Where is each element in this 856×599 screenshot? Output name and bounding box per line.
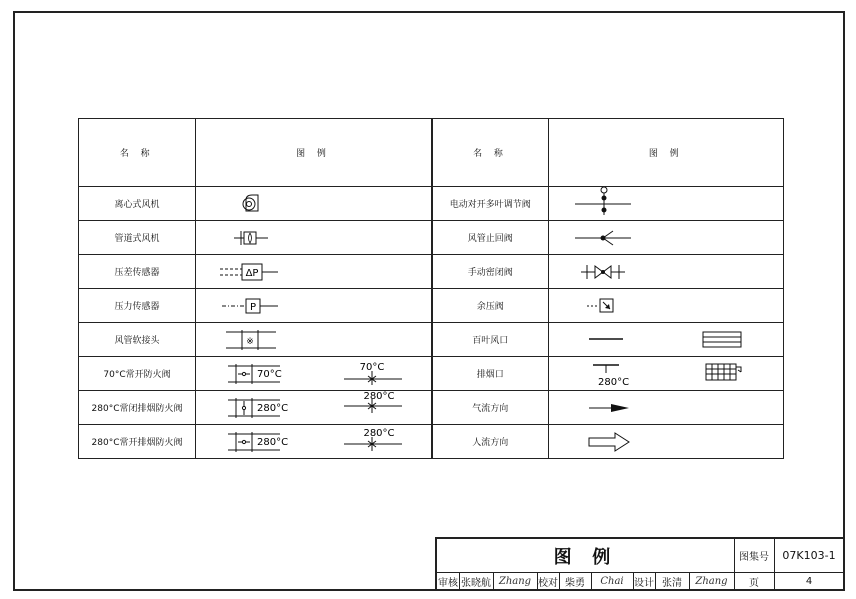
row-name-left: 压差传感器 [79,255,196,289]
signature-row [437,572,844,590]
symbol-280c-closed-smoke-damper [196,391,432,425]
table-row [79,289,784,323]
relief-valve-icon [549,289,784,322]
fire-damper-icon [196,357,432,390]
drawing-title: 图 例 [437,539,735,572]
symbol-centrifugal-fan [196,187,432,221]
temp-label: 280°C [257,437,289,448]
row-name-right: 手动密闭阀 [432,255,549,289]
symbol-inline-fan [196,221,432,255]
table-row [79,391,784,425]
smoke-damper-closed-icon [196,391,432,424]
row-name-left: 280°C常闭排烟防火阀 [79,391,196,425]
row-name-right: 电动对开多叶调节阀 [432,187,549,221]
smoke-exhaust-outlet-icon [549,357,784,390]
table-row [79,187,784,221]
symbol-louver-outlet [549,323,784,357]
atlas-label: 图集号 [734,539,775,572]
airflow-arrow-icon [549,391,784,424]
page-label: 页 [734,573,775,590]
header-name-left: 名 称 [79,119,196,187]
table-row [79,255,784,289]
symbol-differential-pressure-sensor [196,255,432,289]
temp-label: 280°C [257,403,289,414]
header-legend-left: 图 例 [196,119,432,187]
multi-blade-damper-icon [549,187,784,220]
review-label: 审核 [437,573,460,590]
symbol-manual-airtight-valve [549,255,784,289]
table-row [79,323,784,357]
check-label: 校对 [537,573,560,590]
centrifugal-fan-icon [196,187,432,220]
table-row [79,425,784,459]
temp-label: 70°C [257,369,282,380]
row-name-right: 风管止回阀 [432,221,549,255]
symbol-text: P [249,302,257,313]
design-label: 设计 [633,573,656,590]
header-row [79,119,784,187]
pressure-sensor-icon [196,289,432,322]
row-name-right: 余压阀 [432,289,549,323]
row-name-left: 风管软接头 [79,323,196,357]
legend-table [78,118,784,459]
row-name-left: 280°C常开排烟防火阀 [79,425,196,459]
row-name-left: 压力传感器 [79,289,196,323]
symbol-70c-fire-damper [196,357,432,391]
title-block [435,537,844,590]
table-row [79,221,784,255]
table-row [79,357,784,391]
check-damper-icon [549,221,784,254]
temp-label: 280°C [598,377,630,388]
temp-label: 280°C [363,391,395,402]
header-legend-right: 图 例 [549,119,784,187]
differential-pressure-sensor-icon [196,255,432,288]
row-name-right: 气流方向 [432,391,549,425]
row-name-right: 百叶风口 [432,323,549,357]
row-name-left: 离心式风机 [79,187,196,221]
louver-outlet-icon [549,323,784,356]
smoke-damper-open-icon [196,425,432,458]
manual-airtight-valve-icon [549,255,784,288]
symbol-280c-open-smoke-damper [196,425,432,459]
temp-label: 280°C [363,428,395,439]
symbol-people-flow-direction [549,425,784,459]
symbol-airflow-direction [549,391,784,425]
svg-text:※: ※ [246,337,254,347]
symbol-electric-damper [549,187,784,221]
header-name-right: 名 称 [432,119,549,187]
symbol-check-damper [549,221,784,255]
row-name-right: 排烟口 [432,357,549,391]
temp-label: 70°C [359,362,385,373]
checker-signature: Chai [591,573,634,590]
flexible-connector-icon [196,323,432,356]
reviewer-signature: Zhang [493,573,538,590]
symbol-flexible-connector [196,323,432,357]
checker-name: 柴勇 [559,573,592,590]
symbol-smoke-exhaust-outlet [549,357,784,391]
inline-fan-icon [196,221,432,254]
people-flow-arrow-icon [549,425,784,458]
designer-name: 张清 [655,573,690,590]
designer-signature: Zhang [689,573,735,590]
row-name-left: 70°C常开防火阀 [79,357,196,391]
symbol-text: ΔP [245,268,259,279]
page-number: 4 [805,576,813,587]
symbol-pressure-sensor [196,289,432,323]
atlas-code: 07K103-1 [782,549,836,562]
symbol-relief-valve [549,289,784,323]
row-name-right: 人流方向 [432,425,549,459]
row-name-left: 管道式风机 [79,221,196,255]
reviewer-name: 张晓航 [459,573,494,590]
